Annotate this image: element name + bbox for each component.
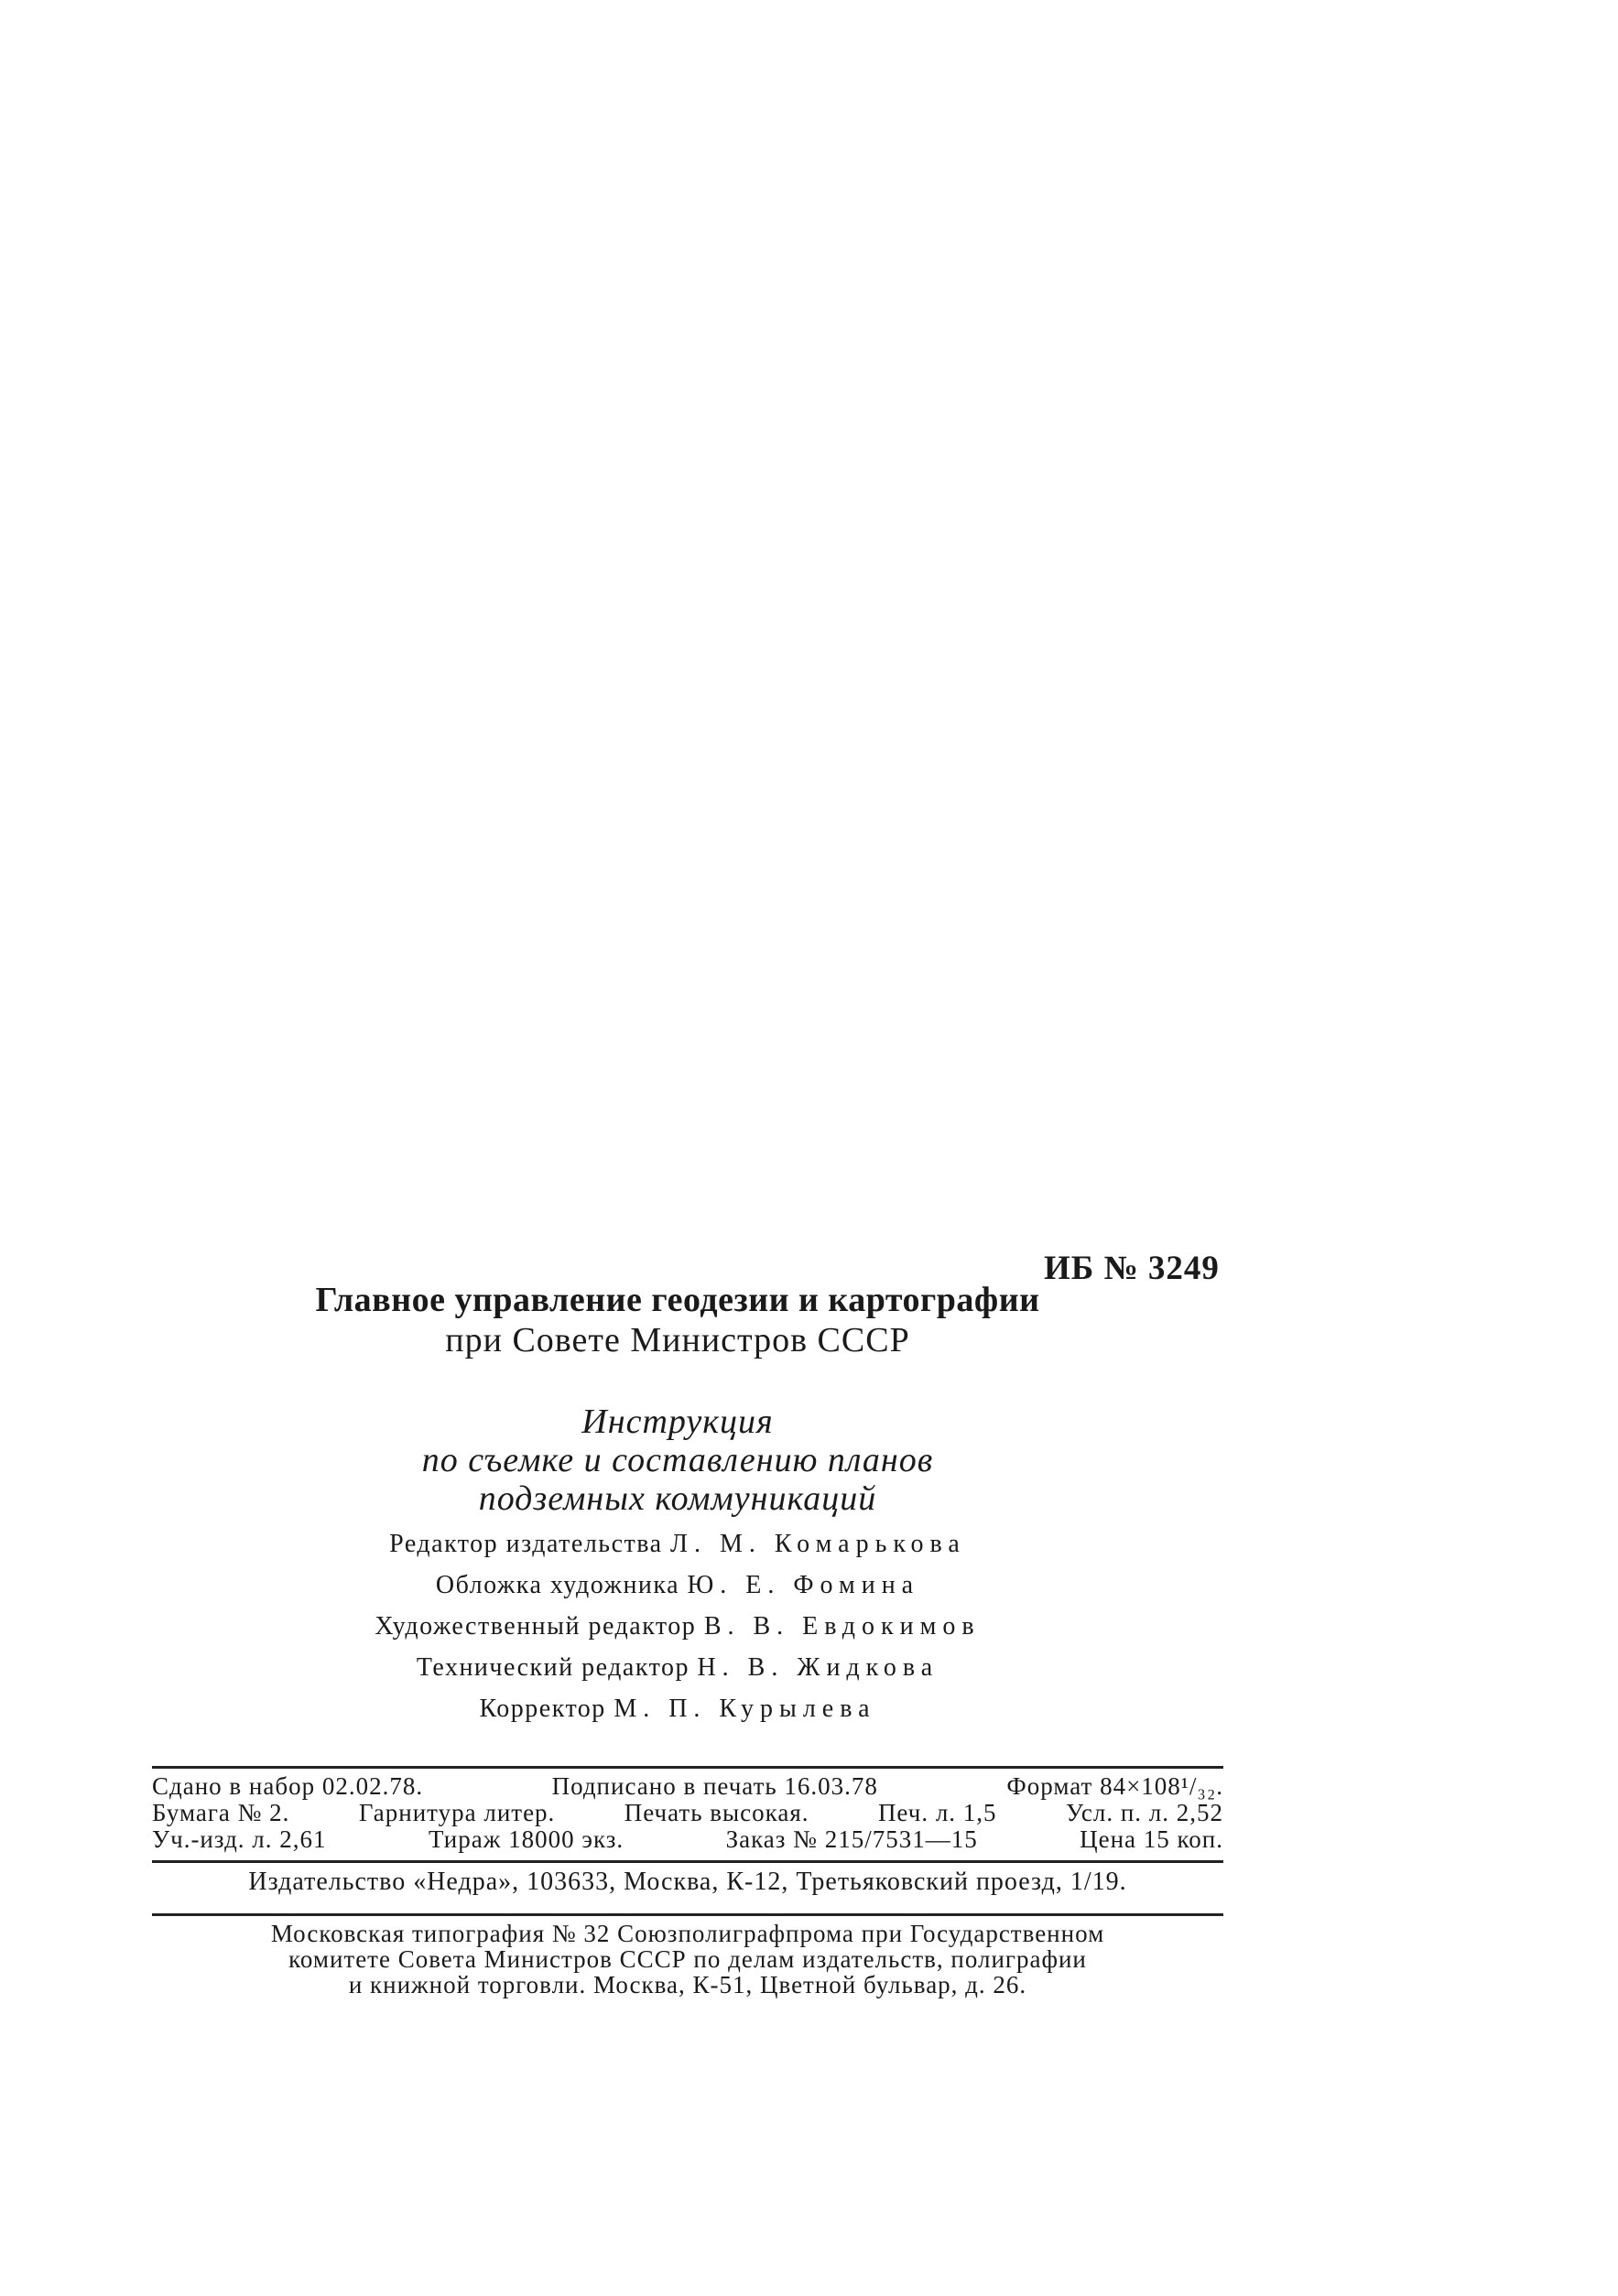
imprint-typeset-date: Сдано в набор 02.02.78. [152, 1772, 424, 1800]
ib-number: ИБ № 3249 [1044, 1250, 1220, 1287]
imprint-print-sheets: Печ. л. 1,5 [877, 1799, 997, 1826]
credit-name: В. В. Евдокимов [703, 1612, 981, 1641]
book-title-line-2: по съемке и составлению планов [421, 1441, 934, 1479]
printer-line-2: комитете Совета Министров СССР по делам издательств, полиграфии [288, 1945, 1087, 1973]
book-title-line-3: подземных коммуникаций [478, 1479, 877, 1518]
imprint-printing: Печать высокая. [624, 1799, 809, 1826]
imprint-format: Формат 84×108¹/₃₂. [1006, 1772, 1223, 1800]
credit-name: Ю. Е. Фомина [687, 1571, 920, 1599]
credit-art-editor [311, 1606, 1044, 1647]
credit-cover-artist [311, 1565, 1044, 1606]
imprint-paper: Бумага № 2. [152, 1799, 290, 1826]
credit-publishing-editor [311, 1523, 1044, 1565]
printer-info [152, 1921, 1223, 1998]
credit-role: Технический редактор [416, 1653, 690, 1682]
imprint-row-2 [152, 1800, 1223, 1826]
divider-top [152, 1766, 1223, 1769]
credit-name: Л. М. Комарькова [670, 1530, 966, 1558]
divider-middle [152, 1860, 1223, 1863]
printer-line-1: Московская типография № 32 Союзполиграфпрома при Государственном [270, 1920, 1105, 1947]
imprint-price: Цена 15 коп. [1080, 1825, 1223, 1853]
credit-name: М. П. Курылева [614, 1695, 876, 1723]
book-title-line-1: Инструкция [581, 1403, 774, 1441]
divider-bottom [152, 1913, 1223, 1916]
organization-line-1: Главное управление геодезии и картографии [315, 1281, 1040, 1319]
imprint-pub-sheets: Уч.-изд. л. 2,61 [152, 1825, 327, 1853]
credit-role: Обложка художника [435, 1571, 680, 1599]
credit-name: Н. В. Жидкова [697, 1653, 939, 1682]
publisher-address: Издательство «Недра», 103633, Москва, К-12, Третьяковский проезд, 1/19. [248, 1868, 1127, 1896]
printer-line-3: и книжной торговли. Москва, К-51, Цветной бульвар, д. 26. [348, 1971, 1027, 1998]
organization-line-2: при Совете Министров СССР [445, 1321, 910, 1359]
imprint-conv-sheets: Усл. п. л. 2,52 [1065, 1799, 1223, 1826]
imprint-typeface: Гарнитура литер. [358, 1799, 556, 1826]
imprint-row-3 [152, 1826, 1223, 1853]
organization-block [311, 1280, 1044, 1360]
imprint-block [152, 1773, 1223, 1853]
imprint-signed-date: Подписано в печать 16.03.78 [551, 1772, 878, 1800]
credit-role: Редактор издательства [389, 1530, 663, 1558]
imprint-print-run: Тираж 18000 экз. [428, 1825, 624, 1853]
book-title [311, 1403, 1044, 1518]
credit-role: Художественный редактор [375, 1612, 697, 1641]
credit-role: Корректор [479, 1695, 606, 1723]
credit-technical-editor [311, 1647, 1044, 1688]
imprint-order-number: Заказ № 215/7531—15 [725, 1825, 978, 1853]
imprint-row-1 [152, 1773, 1223, 1800]
credits-list [311, 1523, 1044, 1729]
credit-proofreader [311, 1688, 1044, 1729]
